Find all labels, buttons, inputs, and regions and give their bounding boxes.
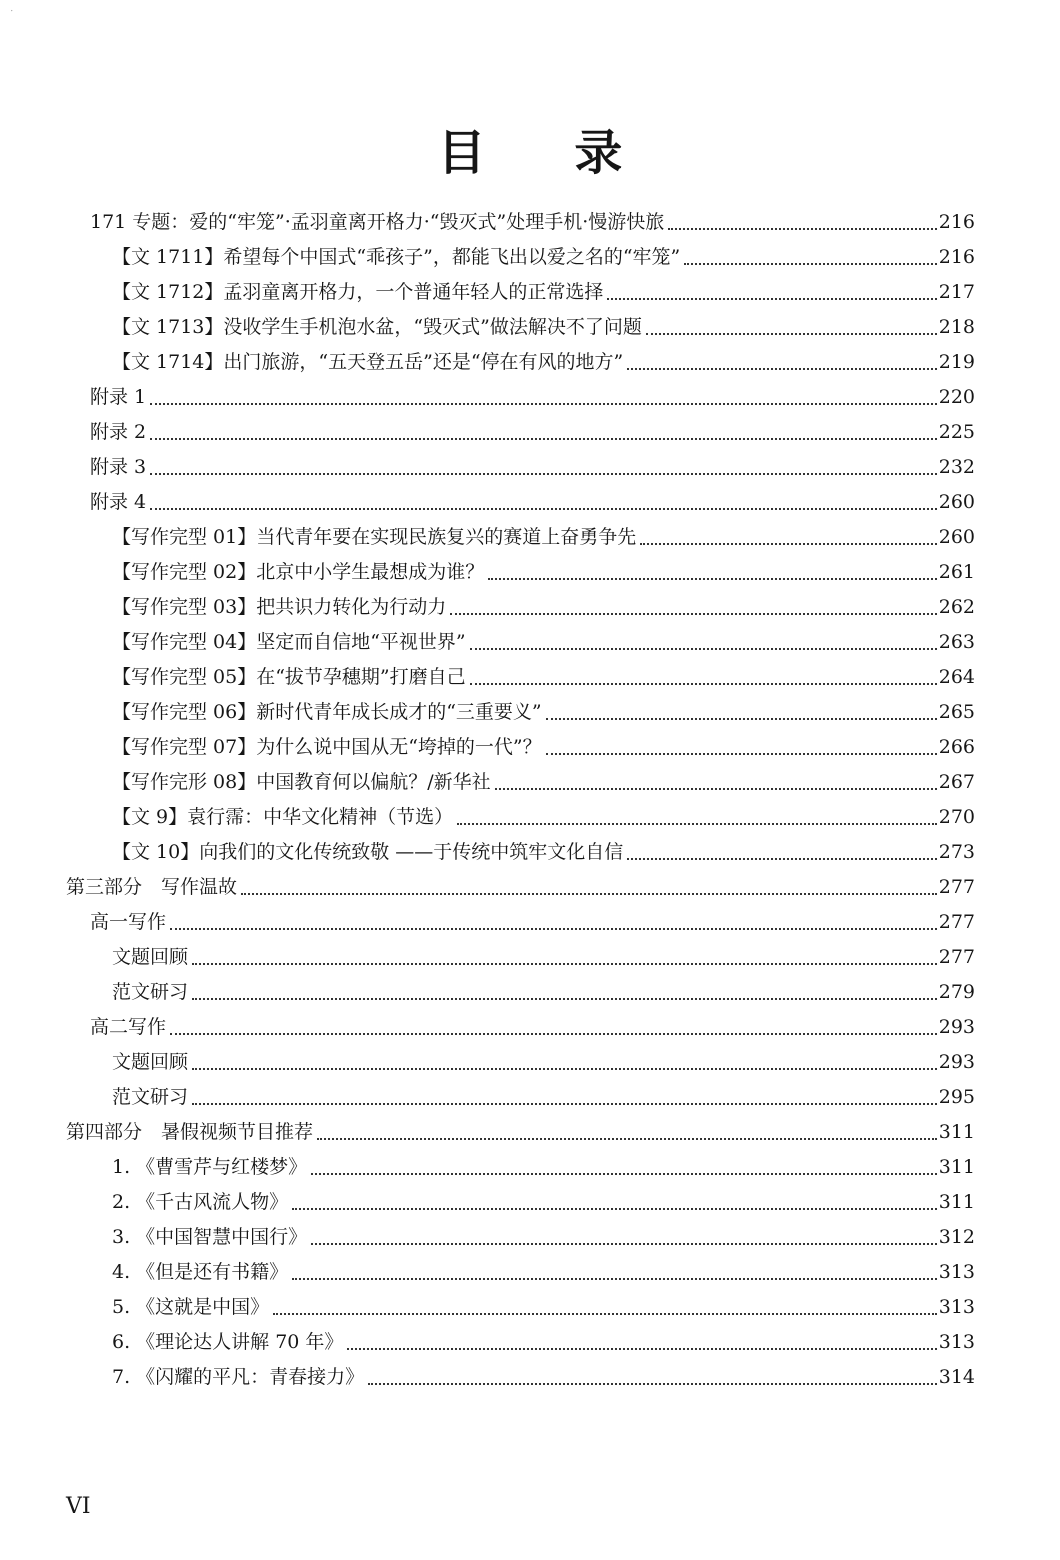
toc-entry-page: 262 <box>938 596 975 618</box>
toc-entry-title: 文题回顾 <box>112 946 189 968</box>
toc-leader-dots <box>347 1347 936 1350</box>
toc-entry <box>112 515 975 550</box>
toc-entry <box>90 200 975 235</box>
toc-entry-page: 232 <box>938 456 975 478</box>
toc-entry <box>112 1215 975 1250</box>
toc-entry <box>112 830 975 865</box>
toc-leader-dots <box>668 227 936 230</box>
toc-leader-dots <box>317 1137 937 1140</box>
toc-entry-title: 文题回顾 <box>112 1051 189 1073</box>
toc-entry <box>90 375 975 410</box>
toc-leader-dots <box>292 1207 937 1210</box>
toc-entry-page: 265 <box>938 701 975 723</box>
toc-entry <box>66 865 975 900</box>
toc-entry <box>112 340 975 375</box>
toc-entry-page: 311 <box>938 1156 975 1178</box>
toc-leader-dots <box>368 1382 937 1385</box>
toc-entry <box>112 270 975 305</box>
toc-entry-title: 附录 1 <box>90 386 147 408</box>
toc-entry <box>112 1075 975 1110</box>
toc-leader-dots <box>192 997 937 1000</box>
toc-entry-title: 第四部分 暑假视频节目推荐 <box>66 1121 314 1143</box>
page-title: 目 录 <box>437 125 659 181</box>
toc-entry-page: 267 <box>938 771 975 793</box>
toc-entry-title: 附录 4 <box>90 491 147 513</box>
toc-entry-title: 【写作完型 05】在“拔节孕穗期”打磨自己 <box>112 666 466 688</box>
toc-entry-title: 【文 1711】希望每个中国式“乖孩子”，都能飞出以爱之名的“牢笼” <box>112 246 681 268</box>
toc-entry-title: 【文 9】袁行霈：中华文化精神（节选） <box>112 806 454 828</box>
toc-entry <box>112 1285 975 1320</box>
toc-entry-page: 216 <box>938 246 975 268</box>
toc-entry-title: 【文 1714】出门旅游，“五天登五岳”还是“停在有风的地方” <box>112 351 624 373</box>
toc-entry-page: 219 <box>938 351 975 373</box>
toc-entry <box>112 305 975 340</box>
toc-entry-title: 3. 《中国智慧中国行》 <box>112 1226 308 1248</box>
toc-leader-dots <box>470 647 937 650</box>
toc-entry-title: 5. 《这就是中国》 <box>112 1296 270 1318</box>
toc-entry <box>112 585 975 620</box>
toc-leader-dots <box>450 612 937 615</box>
toc-entry-page: 220 <box>938 386 975 408</box>
toc-entry-title: 高一写作 <box>90 911 167 933</box>
toc-entry-title: 【写作完型 06】新时代青年成长成才的“三重要义” <box>112 701 542 723</box>
toc-entry-page: 277 <box>938 946 975 968</box>
toc-entry <box>90 900 975 935</box>
toc-leader-dots <box>311 1242 937 1245</box>
toc-entry-title: 【文 10】向我们的文化传统致敬 ——于传统中筑牢文化自信 <box>112 841 624 863</box>
toc-entry-page: 263 <box>938 631 975 653</box>
toc-entry-title: 【写作完型 03】把共识力转化为行动力 <box>112 596 447 618</box>
toc-entry-page: 277 <box>938 911 975 933</box>
toc-leader-dots <box>292 1277 937 1280</box>
toc-entry-page: 295 <box>938 1086 975 1108</box>
toc-entry-title: 【写作完型 04】坚定而自信地“平视世界” <box>112 631 466 653</box>
page-folio: VI <box>66 1494 91 1519</box>
toc-entry-page: 273 <box>938 841 975 863</box>
toc-entry-title: 【写作完形 08】中国教育何以偏航？/新华社 <box>112 771 491 793</box>
toc-leader-dots <box>684 262 936 265</box>
toc-entry-page: 313 <box>938 1261 975 1283</box>
toc-entry-page: 311 <box>938 1121 975 1143</box>
toc-entry-page: 312 <box>938 1226 975 1248</box>
toc-entry-page: 261 <box>938 561 975 583</box>
toc-leader-dots <box>192 1067 937 1070</box>
toc-entry-page: 311 <box>938 1191 975 1213</box>
toc-entry-page: 218 <box>938 316 975 338</box>
toc-entry-page: 216 <box>938 211 975 233</box>
toc-leader-dots <box>241 892 937 895</box>
toc-leader-dots <box>150 402 937 405</box>
toc-leader-dots <box>495 787 937 790</box>
toc-entry-page: 293 <box>938 1051 975 1073</box>
toc-entry-page: 314 <box>938 1366 975 1388</box>
toc-entry-page: 260 <box>938 526 975 548</box>
toc-leader-dots <box>311 1172 937 1175</box>
toc-entry <box>112 620 975 655</box>
toc-entry <box>112 725 975 760</box>
toc-entry-title: 【文 1712】孟羽童离开格力，一个普通年轻人的正常选择 <box>112 281 604 303</box>
toc-entry-title: 171 专题：爱的“牢笼”·孟羽童离开格力·“毁灭式”处理手机·慢游快旅 <box>90 211 665 233</box>
toc-entry-page: 266 <box>938 736 975 758</box>
toc-entry-page: 313 <box>938 1296 975 1318</box>
toc-entry <box>112 655 975 690</box>
toc-entry <box>112 1355 975 1390</box>
toc-entry-title: 7. 《闪耀的平凡：青春接力》 <box>112 1366 365 1388</box>
toc-entry-title: 【写作完型 02】北京中小学生最想成为谁？ <box>112 561 485 583</box>
toc-entry <box>90 1005 975 1040</box>
toc-leader-dots <box>627 857 936 860</box>
toc-leader-dots <box>457 822 937 825</box>
toc-entry-title: 附录 3 <box>90 456 147 478</box>
toc-entry <box>90 410 975 445</box>
toc-entry-title: 附录 2 <box>90 421 147 443</box>
toc-leader-dots <box>546 752 937 755</box>
toc-entry <box>112 760 975 795</box>
toc-entry-title: 范文研习 <box>112 981 189 1003</box>
toc-leader-dots <box>150 472 937 475</box>
toc-entry-title: 高二写作 <box>90 1016 167 1038</box>
toc-entry-page: 260 <box>938 491 975 513</box>
toc-entry-page: 277 <box>938 876 975 898</box>
toc-entry <box>112 235 975 270</box>
toc-entry <box>112 1180 975 1215</box>
toc-entry <box>112 1145 975 1180</box>
toc-leader-dots <box>470 682 937 685</box>
toc-leader-dots <box>170 927 937 930</box>
toc-leader-dots <box>192 1102 937 1105</box>
toc-entry <box>90 445 975 480</box>
toc-entry <box>112 1320 975 1355</box>
toc-leader-dots <box>627 367 936 370</box>
toc-entry <box>112 795 975 830</box>
toc-entry-title: 【写作完型 07】为什么说中国从无“垮掉的一代”？ <box>112 736 542 758</box>
toc-entry-page: 225 <box>938 421 975 443</box>
toc-entry-page: 279 <box>938 981 975 1003</box>
toc-leader-dots <box>488 577 937 580</box>
toc-entry-title: 范文研习 <box>112 1086 189 1108</box>
toc-entry-page: 264 <box>938 666 975 688</box>
toc-leader-dots <box>170 1032 937 1035</box>
toc-entry-title: 【文 1713】没收学生手机泡水盆，“毁灭式”做法解决不了问题 <box>112 316 642 338</box>
toc-leader-dots <box>607 297 936 300</box>
toc-entry-title: 4. 《但是还有书籍》 <box>112 1261 289 1283</box>
toc-entry <box>66 1110 975 1145</box>
toc-entry <box>112 970 975 1005</box>
toc-entry-title: 【写作完型 01】当代青年要在实现民族复兴的赛道上奋勇争先 <box>112 526 637 548</box>
scan-speck: ⋅ <box>10 6 14 17</box>
toc-leader-dots <box>150 437 937 440</box>
toc-entry-page: 270 <box>938 806 975 828</box>
toc-entry-page: 293 <box>938 1016 975 1038</box>
toc-entry-page: 217 <box>938 281 975 303</box>
toc-leader-dots <box>150 507 937 510</box>
toc-entry <box>90 480 975 515</box>
toc-leader-dots <box>546 717 937 720</box>
toc-entry-page: 313 <box>938 1331 975 1353</box>
toc-entry-title: 1. 《曹雪芹与红楼梦》 <box>112 1156 308 1178</box>
toc-entry-title: 2. 《千古风流人物》 <box>112 1191 289 1213</box>
toc-entry <box>112 690 975 725</box>
toc-leader-dots <box>640 542 937 545</box>
toc-entry <box>112 550 975 585</box>
toc-leader-dots <box>646 332 937 335</box>
toc-leader-dots <box>273 1312 937 1315</box>
toc-entry-title: 第三部分 写作温故 <box>66 876 238 898</box>
toc-leader-dots <box>192 962 937 965</box>
toc-entry <box>112 1250 975 1285</box>
toc-entry <box>112 1040 975 1075</box>
toc-entry-title: 6. 《理论达人讲解 70 年》 <box>112 1331 344 1353</box>
toc-entry <box>112 935 975 970</box>
